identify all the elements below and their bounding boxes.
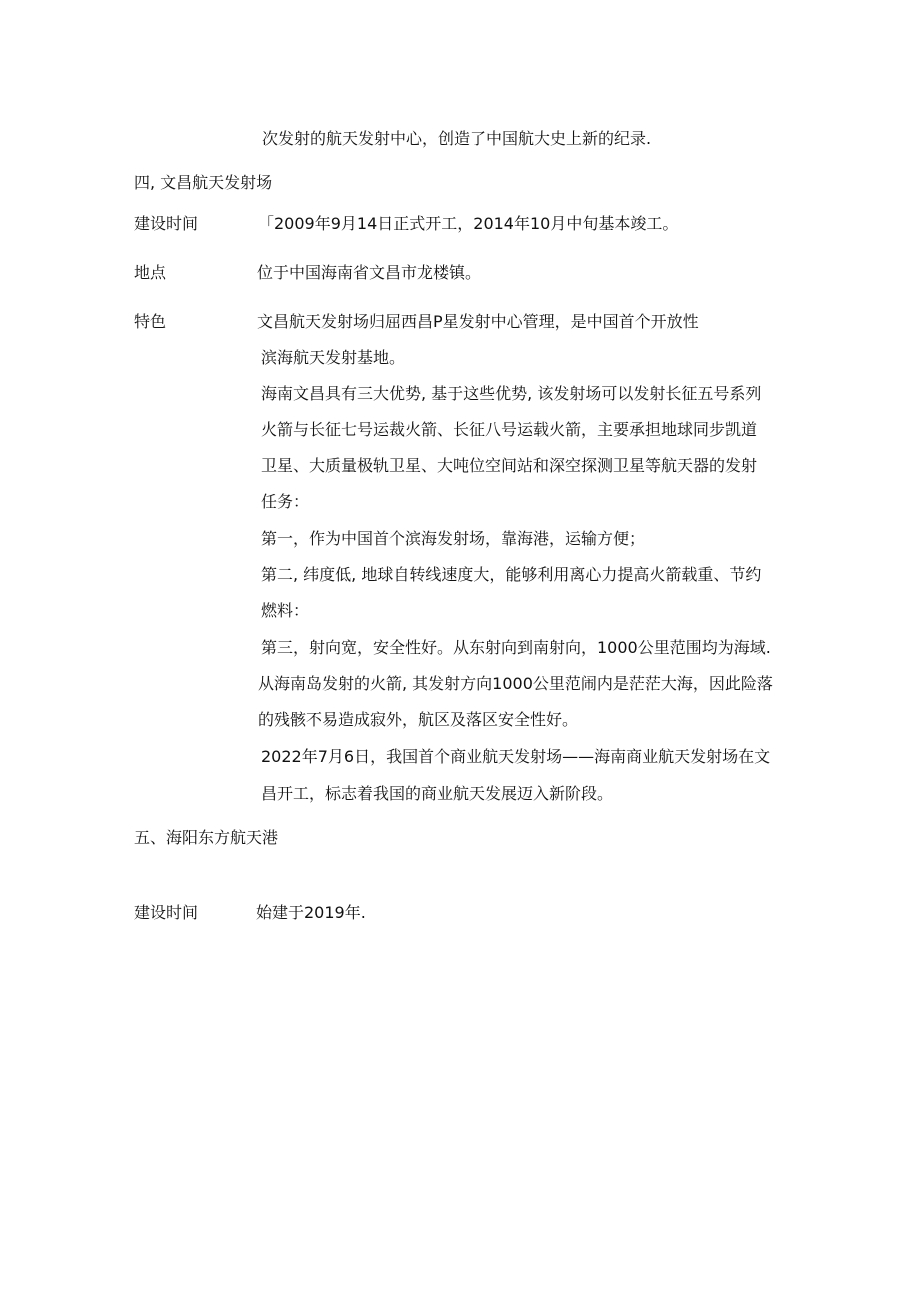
build-time-label: 建设时间	[134, 214, 199, 233]
features-line: 第二, 纬度低, 地球自转线速度大，能够利用离心力提高火箭载重、节约	[261, 565, 762, 584]
features-line: 第一，作为中国首个滨海发射场，靠海港，运输方便；	[261, 529, 646, 548]
features-line: 昌开工，标志着我国的商业航天发展迈入新阶段。	[261, 784, 614, 803]
section-5-title: 五、海阳东方航天港	[134, 828, 279, 847]
features-line: 文昌航天发射场归屈西昌P星发射中心管理，是中国首个开放性	[257, 312, 699, 331]
location-value: 位于中国海南省文昌市龙楼镇。	[257, 263, 482, 282]
section-4-title: 四, 文昌航天发射场	[134, 173, 273, 192]
build-time-label-2: 建设时间	[134, 903, 199, 922]
continuation-text: 次发射的航天发射中心，创造了中国航大史上新的纪录.	[262, 129, 652, 148]
features-line: 海南文昌具有三大优势, 基于这些优势, 该发射场可以发射长征五号系列	[261, 384, 762, 403]
features-line: 滨海航天发射基地。	[261, 348, 406, 367]
features-line: 任务：	[261, 492, 310, 511]
features-line: 燃料：	[261, 601, 310, 620]
features-line: 2022年7月6日，我国首个商业航天发射场——海南商业航天发射场在文	[261, 747, 771, 766]
features-line: 第三，射向宽，安全性好。从东射向到南射向，1000公里范围均为海域.	[261, 638, 771, 657]
features-line: 卫星、大质量极轨卫星、大吨位空间站和深空探测卫星等航天器的发射	[261, 456, 758, 475]
features-line: 的残骸不易造成寂外，航区及落区安全性好。	[258, 710, 579, 729]
build-time-value: 「2009年9月14日正式开工，2014年10月中旬基本竣工。	[258, 214, 679, 233]
location-label: 地点	[134, 263, 167, 282]
features-label: 特色	[134, 312, 167, 331]
features-line: 从海南岛发射的火箭, 其发射方向1000公里范闹内是茫茫大海，因此险落	[258, 674, 773, 693]
features-line: 火箭与长征七号运裁火箭、长征八号运载火箭，主要承担地球同步凯道	[261, 420, 758, 439]
build-time-value-2: 始建于2019年.	[256, 903, 366, 922]
